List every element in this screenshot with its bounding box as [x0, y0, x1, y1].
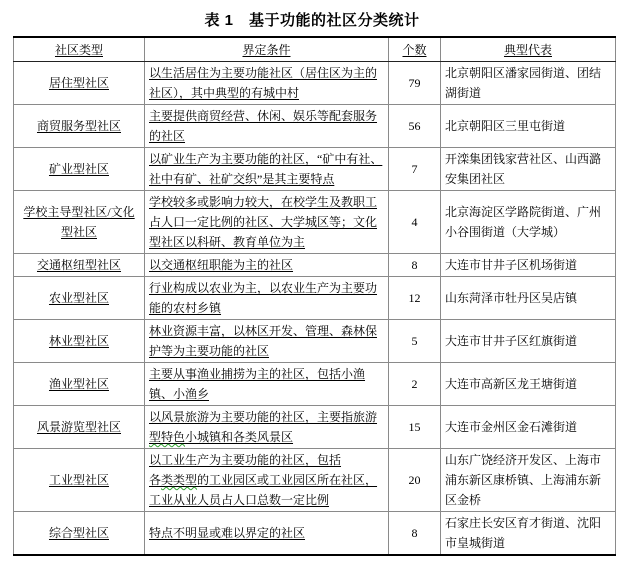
spellcheck-squiggle-text: 型特色 — [149, 430, 186, 444]
condition-text: 主要提供商贸经营、休闲、娱乐等配套服务的社区 — [149, 109, 378, 143]
table-row — [14, 191, 616, 254]
representative-cell: 大连市高新区龙王塘街道 — [441, 363, 616, 406]
condition-text: 工业从业人员占人口总数一定比例 — [149, 493, 330, 507]
community-type-cell: 农业型社区 — [14, 277, 145, 320]
condition-text: 以矿业生产为主要功能的社区，“矿中有社、社中有矿、社矿交织”是其主要特点 — [149, 152, 383, 186]
header-typical-representative: 典型代表 — [441, 37, 616, 62]
defining-condition-cell — [145, 191, 389, 254]
condition-text: 以交通枢纽职能为主的社区 — [149, 258, 294, 272]
condition-text: 以工业生产为主要功能的社区，包括 — [149, 453, 342, 467]
table-row — [14, 406, 616, 449]
condition-text: 以生活居住为主要功能社区（居住区为主的社区），其中典型的有城中村 — [149, 66, 378, 100]
table-row — [14, 277, 616, 320]
representative-cell: 开滦集团钱家营社区、山西潞安集团社区 — [441, 148, 616, 191]
condition-text: 各 — [149, 473, 162, 487]
classification-table — [13, 36, 616, 556]
defining-condition-cell — [145, 406, 389, 449]
defining-condition-cell — [145, 449, 389, 512]
community-type-cell: 综合型社区 — [14, 512, 145, 556]
count-cell: 8 — [389, 254, 441, 277]
condition-text: 学校较多或影响力较大，在校学生及教职工占人口一定比例的社区、大学城区等；文化型社区以科研、教育单位为主 — [149, 195, 378, 249]
defining-condition-cell — [145, 105, 389, 148]
header-community-type: 社区类型 — [14, 37, 145, 62]
condition-text: 行业构成以农业为主，以农业生产为主要功能的农村乡镇 — [149, 281, 378, 315]
community-type-cell: 林业型社区 — [14, 320, 145, 363]
defining-condition-cell — [145, 254, 389, 277]
representative-cell: 大连市甘井子区红旗街道 — [441, 320, 616, 363]
table-title: 表 1 基于功能的社区分类统计 — [204, 12, 420, 29]
community-type-cell: 矿业型社区 — [14, 148, 145, 191]
community-type-cell: 居住型社区 — [14, 62, 145, 105]
representative-cell: 大连市甘井子区机场街道 — [441, 254, 616, 277]
table-row — [14, 62, 616, 105]
condition-text: 的工业园区或工业园区所在社区， — [197, 473, 378, 487]
count-cell: 56 — [389, 105, 441, 148]
count-cell: 20 — [389, 449, 441, 512]
representative-cell: 北京朝阳区潘家园街道、团结湖街道 — [441, 62, 616, 105]
table-row — [14, 105, 616, 148]
condition-text: 小城镇和各类风景区 — [185, 430, 294, 444]
community-type-cell: 交通枢纽型社区 — [14, 254, 145, 277]
count-cell: 15 — [389, 406, 441, 449]
count-cell: 2 — [389, 363, 441, 406]
count-cell: 12 — [389, 277, 441, 320]
table-header — [14, 37, 616, 62]
table-row — [14, 363, 616, 406]
community-type-cell: 商贸服务型社区 — [14, 105, 145, 148]
table-row — [14, 254, 616, 277]
community-type-cell: 风景游览型社区 — [14, 406, 145, 449]
header-count: 个数 — [389, 37, 441, 62]
table-row — [14, 320, 616, 363]
defining-condition-cell — [145, 512, 389, 556]
condition-text: 特点不明显或难以界定的社区 — [149, 526, 306, 540]
defining-condition-cell — [145, 62, 389, 105]
representative-cell: 石家庄长安区育才街道、沈阳市皇城街道 — [441, 512, 616, 556]
condition-text: 林业资源丰富，以林区开发、管理、森林保护等为主要功能的社区 — [149, 324, 378, 358]
representative-cell: 山东广饶经济开发区、上海市浦东新区康桥镇、上海浦东新区金桥 — [441, 449, 616, 512]
defining-condition-cell — [145, 363, 389, 406]
defining-condition-cell — [145, 148, 389, 191]
count-cell: 7 — [389, 148, 441, 191]
representative-cell: 北京朝阳区三里屯街道 — [441, 105, 616, 148]
representative-cell: 北京海淀区学路院街道、广州小谷围街道（大学城） — [441, 191, 616, 254]
table-row — [14, 449, 616, 512]
community-type-cell: 工业型社区 — [14, 449, 145, 512]
defining-condition-cell — [145, 277, 389, 320]
defining-condition-cell — [145, 320, 389, 363]
representative-cell: 山东菏泽市牡丹区吴店镇 — [441, 277, 616, 320]
table-row — [14, 148, 616, 191]
condition-text: 以风景旅游为主要功能的社区，主要指旅游 — [149, 410, 378, 424]
header-row — [14, 37, 616, 62]
table-row — [14, 512, 616, 556]
count-cell: 4 — [389, 191, 441, 254]
count-cell: 79 — [389, 62, 441, 105]
spellcheck-squiggle-text: 类类型 — [161, 473, 198, 487]
representative-cell: 大连市金州区金石滩街道 — [441, 406, 616, 449]
condition-text: 主要从事渔业捕捞为主的社区，包括小渔镇、小渔乡 — [149, 367, 366, 401]
community-type-cell: 渔业型社区 — [14, 363, 145, 406]
header-defining-condition: 界定条件 — [145, 37, 389, 62]
table-body — [14, 62, 616, 556]
count-cell: 8 — [389, 512, 441, 556]
community-type-cell: 学校主导型社区/文化型社区 — [14, 191, 145, 254]
count-cell: 5 — [389, 320, 441, 363]
